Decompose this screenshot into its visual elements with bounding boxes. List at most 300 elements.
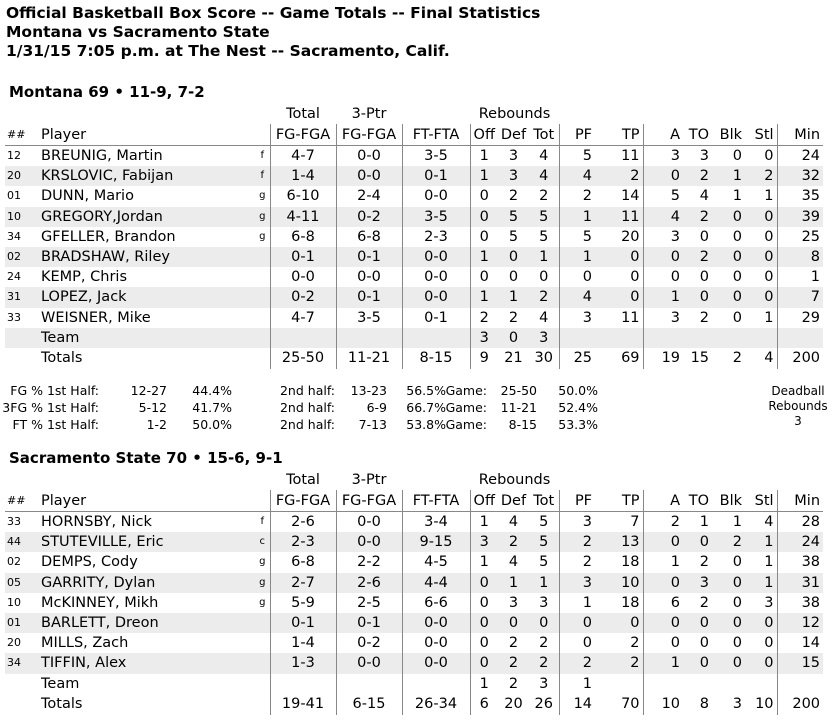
col-stl: Stl <box>745 490 777 512</box>
stat-def: 5 <box>498 207 529 227</box>
blank <box>712 328 745 348</box>
stat-three: 2-5 <box>336 593 402 613</box>
blank <box>255 490 270 512</box>
player-position: f <box>255 166 270 186</box>
col-fg: FG-FGA <box>270 490 336 512</box>
stat-tot: 4 <box>539 309 549 326</box>
stat-to: 2 <box>683 207 712 227</box>
game-label: Game: <box>445 383 487 398</box>
col-stl: Stl <box>745 124 777 146</box>
stat-to: 0 <box>683 532 712 552</box>
player-position: g <box>259 190 266 202</box>
stat-pf: 2 <box>559 186 595 206</box>
col-ft: FT-FTA <box>402 124 470 146</box>
player-position <box>255 267 270 287</box>
stat-ft: 0-1 <box>402 166 470 186</box>
total-stl: 4 <box>764 350 774 367</box>
player-position <box>255 308 270 328</box>
stat-tot: 2 <box>539 188 549 205</box>
player-name: MILLS, Zach <box>41 635 129 652</box>
col-a: A <box>643 124 683 146</box>
stat-stl: 2 <box>745 166 777 186</box>
player-name: GREGORY,Jordan <box>39 207 255 227</box>
total-fg: 25-50 <box>270 348 336 369</box>
stat-a: 0 <box>643 613 683 633</box>
stat-ft: 3-5 <box>402 146 470 167</box>
col-group-rebounds: Rebounds <box>478 105 551 122</box>
player-name: KRSLOVIC, Fabijan <box>39 166 255 186</box>
stat-min: 24 <box>777 532 823 552</box>
player-name: McKINNEY, Mikh <box>41 594 159 611</box>
player-row <box>5 633 823 653</box>
stat-min: 35 <box>777 186 823 206</box>
player-number: 31 <box>5 287 39 307</box>
blank <box>683 328 712 348</box>
stat-to: 3 <box>699 148 710 165</box>
team-row <box>5 674 823 694</box>
player-number: 44 <box>5 532 39 552</box>
col-a: A <box>643 490 683 512</box>
stat-three: 0-0 <box>336 532 402 552</box>
stat-a: 4 <box>643 207 683 227</box>
stat-fg: 4-11 <box>270 207 336 227</box>
col-player: Player <box>39 124 255 146</box>
totals-row <box>5 694 823 715</box>
stat-pf: 1 <box>559 593 595 613</box>
stat-tp: 0 <box>595 287 643 307</box>
stat-def: 1 <box>498 573 529 593</box>
stat-pf: 1 <box>559 247 595 267</box>
second-half-pct: 66.7% <box>406 400 446 415</box>
stat-three: 0-0 <box>336 653 402 673</box>
stat-pf: 3 <box>559 573 595 593</box>
col-tp: TP <box>595 124 643 146</box>
stat-min: 12 <box>777 613 823 633</box>
stat-fg: 0-1 <box>270 247 336 267</box>
stat-tp: 2 <box>630 635 640 652</box>
team-pf <box>559 328 595 348</box>
stat-stl: 0 <box>764 228 774 245</box>
stat-stl: 1 <box>764 309 774 326</box>
stat-three: 0-0 <box>336 146 402 167</box>
stat-blk: 2 <box>712 532 745 552</box>
total-stl: 10 <box>755 696 774 713</box>
stat-off: 0 <box>470 653 498 673</box>
totals-row <box>5 348 823 369</box>
player-position <box>255 653 270 673</box>
stat-def: 0 <box>508 269 519 286</box>
stat-a: 3 <box>643 227 683 247</box>
stat-a: 0 <box>643 247 683 267</box>
stat-ft: 4-5 <box>402 552 470 572</box>
total-def: 21 <box>504 350 523 367</box>
total-blk: 3 <box>732 696 743 713</box>
stat-blk: 0 <box>732 148 743 165</box>
col-to: TO <box>683 490 712 512</box>
stat-fg: 6-8 <box>270 552 336 572</box>
stat-pf: 4 <box>559 166 595 186</box>
first-half-pct: 44.4% <box>192 383 232 398</box>
stat-stl: 4 <box>764 514 774 531</box>
stat-pf: 0 <box>559 633 595 653</box>
col-blk: Blk <box>712 490 745 512</box>
blank <box>255 328 270 348</box>
game-pct: 52.4% <box>558 400 598 415</box>
player-number: 05 <box>5 573 39 593</box>
stat-blk: 1 <box>732 188 743 205</box>
blank <box>402 328 470 348</box>
game-made: 25-50 <box>500 383 537 398</box>
col-blk: Blk <box>712 124 745 146</box>
player-number: 34 <box>7 229 21 243</box>
stat-def: 2 <box>498 532 529 552</box>
stat-off: 0 <box>470 227 498 247</box>
col-3pt: FG-FGA <box>336 124 402 146</box>
col-to: TO <box>683 124 712 146</box>
stat-stl: 3 <box>764 594 774 611</box>
total-fg: 19-41 <box>270 694 336 715</box>
total-min: 200 <box>777 694 823 715</box>
player-row <box>5 573 823 593</box>
player-row <box>5 267 823 287</box>
stat-stl: 0 <box>745 287 777 307</box>
stat-to: 0 <box>699 269 710 286</box>
col-tp: TP <box>595 490 643 512</box>
stat-blk: 1 <box>732 514 743 531</box>
col-min: Min <box>777 490 823 512</box>
stat-tp: 0 <box>595 613 643 633</box>
stat-off: 0 <box>470 267 498 287</box>
col-group-3ptr: 3-Ptr <box>351 105 387 122</box>
blank <box>336 674 402 694</box>
stat-blk: 1 <box>712 166 745 186</box>
stat-ft: 0-0 <box>402 247 470 267</box>
col-3pt: FG-FGA <box>336 490 402 512</box>
stat-three: 0-0 <box>336 267 402 287</box>
deadball-label-1: Deadball <box>771 384 825 398</box>
stat-three: 6-8 <box>336 227 402 247</box>
first-half-made: 12-27 <box>130 383 167 398</box>
stat-tot: 5 <box>539 228 549 245</box>
stat-fg: 6-10 <box>270 186 336 206</box>
blank <box>270 328 336 348</box>
stat-to: 0 <box>683 653 712 673</box>
stat-three: 0-1 <box>336 287 402 307</box>
stat-ft: 0-0 <box>402 186 470 206</box>
stat-off: 0 <box>470 573 498 593</box>
blank <box>255 124 270 146</box>
blank <box>643 674 683 694</box>
stat-tp: 2 <box>595 166 643 186</box>
stat-pf: 1 <box>559 207 595 227</box>
total-to: 15 <box>690 350 710 367</box>
blank <box>712 674 745 694</box>
stat-def: 3 <box>508 594 519 611</box>
stat-blk: 0 <box>732 554 743 571</box>
stat-def: 0 <box>498 613 529 633</box>
stat-off: 0 <box>470 593 498 613</box>
stat-fg: 2-6 <box>270 512 336 533</box>
stat-def: 5 <box>508 228 519 245</box>
player-number: 10 <box>5 207 39 227</box>
stat-tot: 0 <box>529 613 559 633</box>
stat-off: 0 <box>470 613 498 633</box>
player-number: 20 <box>7 636 21 650</box>
stat-pf: 5 <box>559 227 595 247</box>
team-off: 1 <box>470 674 498 694</box>
col-num: ## <box>5 124 39 146</box>
stat-a: 5 <box>643 186 683 206</box>
stat-fg: 1-4 <box>270 166 336 186</box>
stat-tp: 11 <box>621 148 640 165</box>
player-name: TIFFIN, Alex <box>39 653 255 673</box>
stat-tp: 7 <box>630 514 640 531</box>
stat-stl: 0 <box>745 653 777 673</box>
blank <box>402 674 470 694</box>
total-pf: 14 <box>559 694 595 715</box>
box-score-table-sacramento <box>5 469 823 715</box>
summary-row <box>0 382 839 399</box>
stat-a: 2 <box>643 512 683 533</box>
player-row <box>5 186 823 206</box>
stat-three: 0-0 <box>336 512 402 533</box>
stat-blk: 0 <box>712 247 745 267</box>
summary-label: 3FG % 1st Half: <box>2 400 99 415</box>
blank <box>402 103 470 124</box>
stat-a: 0 <box>643 573 683 593</box>
player-name: WEISNER, Mike <box>41 309 151 326</box>
col-group-3ptr: 3-Ptr <box>351 471 387 488</box>
matchup-title: Montana vs Sacramento State <box>6 23 270 41</box>
stat-min: 29 <box>777 308 823 328</box>
summary-label: FT % 1st Half: <box>12 417 99 432</box>
player-row <box>5 146 823 167</box>
stat-tot: 4 <box>529 166 559 186</box>
stat-tot: 2 <box>529 653 559 673</box>
blank <box>5 348 39 369</box>
stat-tot: 1 <box>529 247 559 267</box>
player-name: BARLETT, Dreon <box>39 613 255 633</box>
blank <box>595 674 643 694</box>
stat-stl: 1 <box>745 573 777 593</box>
player-position: g <box>259 556 266 568</box>
total-a: 19 <box>643 348 683 369</box>
stat-to: 0 <box>683 613 712 633</box>
stat-stl: 0 <box>764 269 774 286</box>
stat-ft: 3-4 <box>402 512 470 533</box>
stat-pf: 2 <box>559 653 595 673</box>
first-half-made: 5-12 <box>138 400 167 415</box>
stat-blk: 0 <box>732 635 743 652</box>
col-group-total: Total <box>286 471 320 488</box>
stat-blk: 0 <box>712 653 745 673</box>
blank <box>270 674 336 694</box>
blank <box>745 674 777 694</box>
stat-to: 2 <box>699 309 710 326</box>
second-half-label: 2nd half: <box>279 383 335 398</box>
stat-min: 38 <box>777 552 823 572</box>
player-position: g <box>259 230 266 242</box>
player-number: 20 <box>5 166 39 186</box>
stat-def: 2 <box>508 309 519 326</box>
total-ft: 8-15 <box>402 348 470 369</box>
player-name: STUTEVILLE, Eric <box>39 532 255 552</box>
stat-min: 31 <box>777 573 823 593</box>
col-ft: FT-FTA <box>402 490 470 512</box>
player-name: GARRITY, Dylan <box>39 573 255 593</box>
stat-def: 2 <box>508 188 519 205</box>
player-row <box>5 166 823 186</box>
blank <box>5 469 270 490</box>
stat-ft: 0-1 <box>402 308 470 328</box>
player-number: 02 <box>5 247 39 267</box>
first-half-pct: 41.7% <box>192 400 232 415</box>
stat-tp: 10 <box>595 573 643 593</box>
deadball-rebounds <box>758 384 838 429</box>
stat-blk: 0 <box>732 594 743 611</box>
stat-three: 0-1 <box>336 613 402 633</box>
stat-tot: 2 <box>529 287 559 307</box>
stat-a: 0 <box>643 633 683 653</box>
blank <box>5 328 39 348</box>
game-label: Game: <box>445 400 487 415</box>
stat-fg: 5-9 <box>270 593 336 613</box>
stat-stl: 0 <box>745 207 777 227</box>
stat-min: 32 <box>777 166 823 186</box>
stat-blk: 0 <box>732 228 743 245</box>
stat-fg: 2-3 <box>270 532 336 552</box>
stat-tp: 0 <box>630 269 640 286</box>
stat-to: 0 <box>683 287 712 307</box>
stat-tp: 11 <box>621 309 640 326</box>
stat-ft: 0-0 <box>402 633 470 653</box>
player-number: 33 <box>7 515 21 529</box>
player-row <box>5 287 823 307</box>
stat-to: 2 <box>699 554 710 571</box>
stat-ft: 3-5 <box>402 207 470 227</box>
summary-row <box>0 399 839 416</box>
stat-off: 0 <box>470 207 498 227</box>
stat-pf: 2 <box>559 552 595 572</box>
total-tp: 69 <box>621 350 640 367</box>
stat-off: 1 <box>470 287 498 307</box>
box-score-table-montana <box>5 103 823 369</box>
stat-off: 3 <box>470 532 498 552</box>
team-pf: 1 <box>559 674 595 694</box>
stat-off: 1 <box>470 512 498 533</box>
stat-tp: 18 <box>621 594 640 611</box>
game-made: 11-21 <box>500 400 537 415</box>
stat-to: 1 <box>699 514 710 531</box>
player-number: 01 <box>5 613 39 633</box>
player-position: f <box>260 516 265 528</box>
stat-def: 4 <box>508 514 519 531</box>
player-row <box>5 552 823 572</box>
team-def: 0 <box>498 328 529 348</box>
stat-min: 8 <box>777 247 823 267</box>
stat-min: 14 <box>777 633 823 653</box>
stat-fg: 0-1 <box>270 613 336 633</box>
stat-min: 39 <box>777 207 823 227</box>
total-tp: 70 <box>621 696 640 713</box>
stat-ft: 0-0 <box>402 653 470 673</box>
stat-def: 1 <box>498 287 529 307</box>
stat-three: 0-1 <box>336 247 402 267</box>
blank <box>559 103 823 124</box>
stat-blk: 0 <box>712 287 745 307</box>
total-tot: 26 <box>534 696 553 713</box>
stat-blk: 0 <box>732 269 743 286</box>
stat-ft: 4-4 <box>402 573 470 593</box>
player-name: BRADSHAW, Riley <box>39 247 255 267</box>
player-row <box>5 532 823 552</box>
stat-tot: 5 <box>529 532 559 552</box>
col-player: Player <box>39 490 255 512</box>
blank <box>5 103 270 124</box>
player-number: 01 <box>7 189 21 203</box>
stat-def: 4 <box>508 554 519 571</box>
stat-off: 1 <box>470 166 498 186</box>
stat-to: 0 <box>699 228 710 245</box>
stat-ft: 6-6 <box>402 593 470 613</box>
player-row <box>5 227 823 247</box>
stat-tot: 3 <box>539 594 549 611</box>
stat-min: 25 <box>777 227 823 247</box>
stat-pf: 3 <box>559 512 595 533</box>
stat-blk: 0 <box>712 613 745 633</box>
col-pf: PF <box>559 124 595 146</box>
player-name: HORNSBY, Nick <box>41 514 152 531</box>
stat-tot: 5 <box>539 514 549 531</box>
second-half-made: 6-9 <box>366 400 387 415</box>
first-half-made: 1-2 <box>146 417 167 432</box>
stat-blk: 0 <box>712 207 745 227</box>
stat-fg: 4-7 <box>270 146 336 167</box>
stat-off: 1 <box>470 247 498 267</box>
col-min: Min <box>777 124 823 146</box>
stat-ft: 0-0 <box>402 287 470 307</box>
stat-ft: 0-0 <box>402 267 470 287</box>
stat-to: 2 <box>683 247 712 267</box>
player-position: g <box>259 596 266 608</box>
stat-def: 2 <box>498 653 529 673</box>
blank <box>5 694 39 715</box>
player-number: 02 <box>7 555 21 569</box>
summary-label: FG % 1st Half: <box>10 383 99 398</box>
stat-a: 0 <box>643 166 683 186</box>
blank <box>643 328 683 348</box>
stat-ft: 9-15 <box>402 532 470 552</box>
stat-pf: 5 <box>559 146 595 167</box>
stat-tp: 2 <box>595 653 643 673</box>
deadball-label-2: Rebounds <box>768 399 828 413</box>
stat-three: 2-6 <box>336 573 402 593</box>
col-fg: FG-FGA <box>270 124 336 146</box>
stat-three: 3-5 <box>336 308 402 328</box>
stat-min: 1 <box>777 267 823 287</box>
game-pct: 53.3% <box>558 417 598 432</box>
stat-a: 3 <box>643 308 683 328</box>
stat-stl: 0 <box>745 613 777 633</box>
report-title: Official Basketball Box Score -- Game Totals -- Final Statistics <box>6 4 541 22</box>
col-off: Off <box>470 490 498 512</box>
stat-pf: 4 <box>559 287 595 307</box>
total-ft: 26-34 <box>402 694 470 715</box>
player-position <box>255 287 270 307</box>
blank <box>255 694 270 715</box>
total-tot: 30 <box>534 350 553 367</box>
player-number: 34 <box>5 653 39 673</box>
